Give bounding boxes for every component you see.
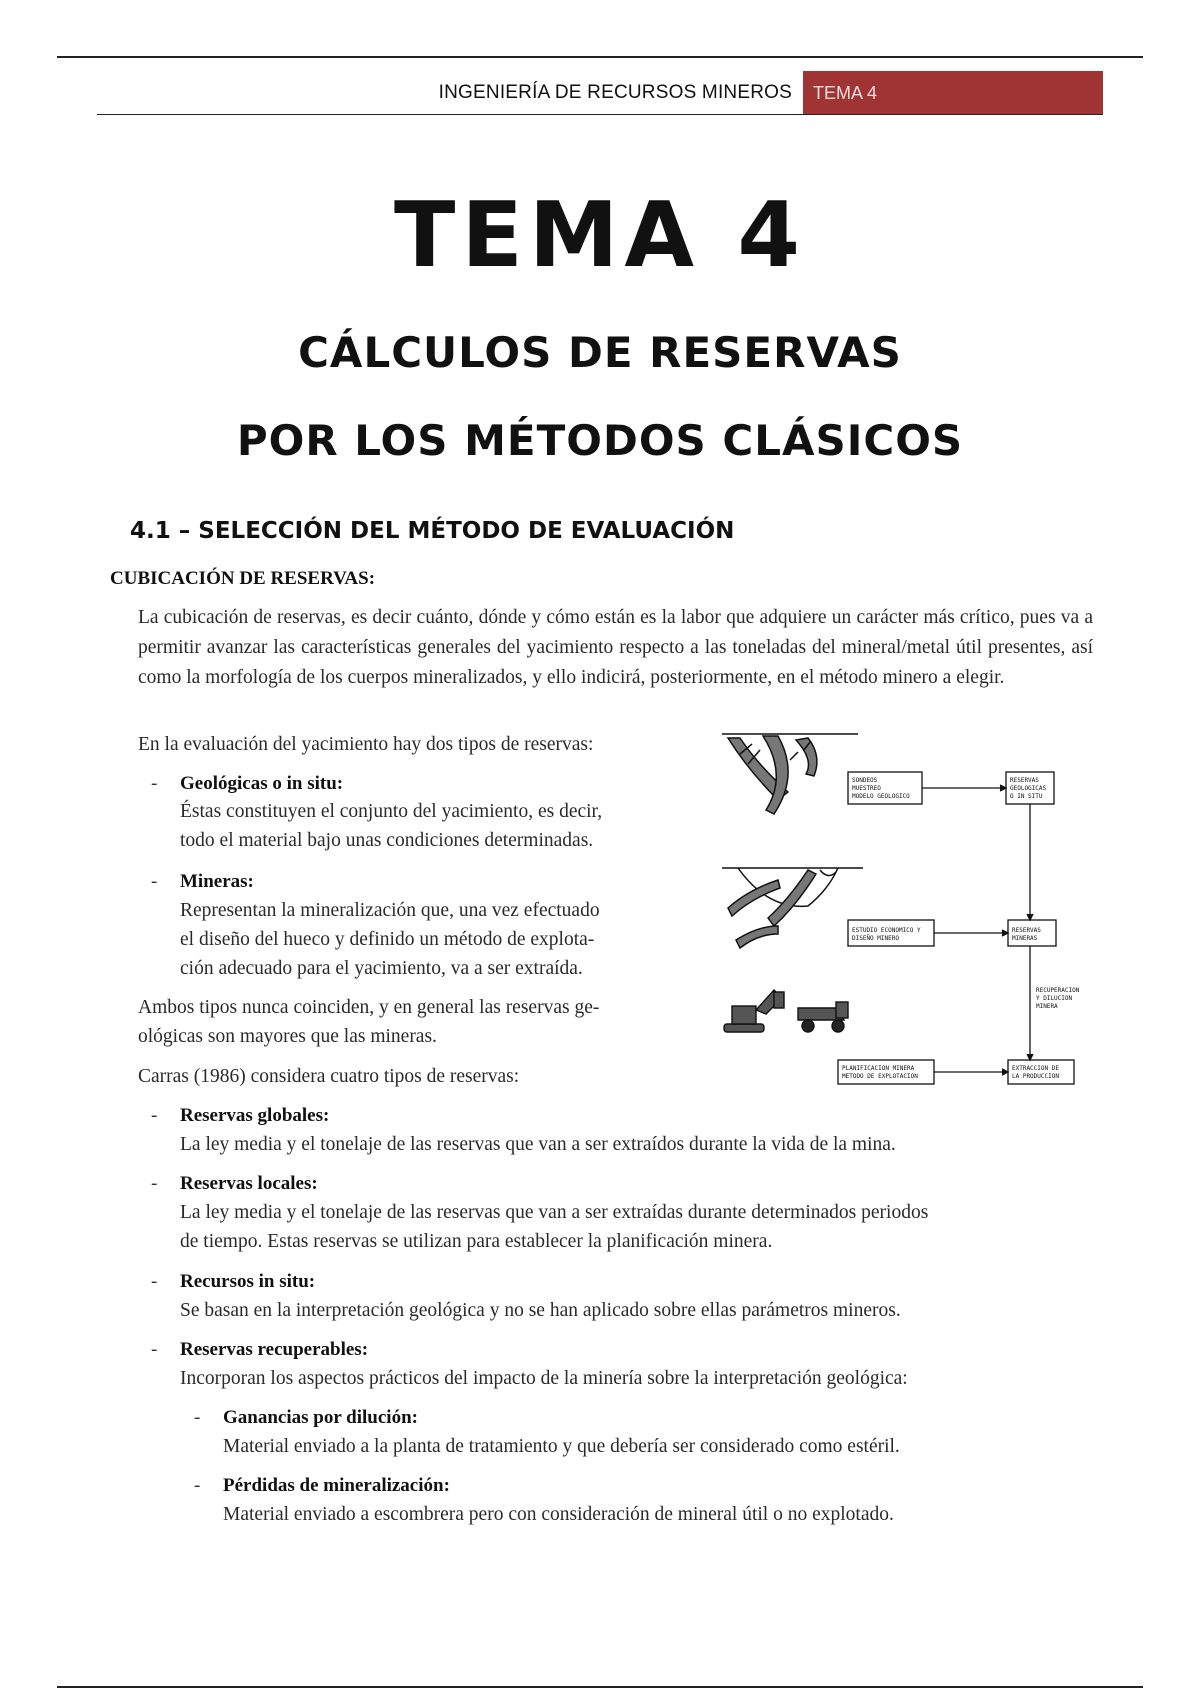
type-line: el diseño del hueco y definido un método de explota- <box>180 929 595 950</box>
geology-sketch-icon <box>722 734 858 814</box>
box-geologicas-text: O IN SITU <box>1010 793 1043 800</box>
carras-line: Incorporan los aspectos prácticos del impacto de la minería sobre la interpretación geológica: <box>180 1368 908 1389</box>
both-line: Ambos tipos nunca coinciden, y en general las reservas ge- <box>138 997 600 1018</box>
top-rule <box>57 56 1143 58</box>
carras-line: de tiempo. Estas reservas se utilizan para establecer la planificación minera. <box>180 1231 773 1252</box>
box-geologicas-text: GEOLOGICAS <box>1010 785 1047 792</box>
side-label-text: MINERA <box>1036 1003 1058 1010</box>
dump-truck-icon <box>798 1002 848 1032</box>
box-sondeos-text: MODELO GEOLOGICO <box>852 793 910 800</box>
header-badge: TEMA 4 <box>803 71 1103 115</box>
subitem-title-perdidas: Pérdidas de mineralización: <box>223 1475 450 1496</box>
bullet-dash: - <box>151 1173 158 1194</box>
type-line: Éstas constituyen el conjunto del yacimiento, es decir, <box>180 801 603 822</box>
types-intro: En la evaluación del yacimiento hay dos tipos de reservas: <box>138 734 594 755</box>
box-mineras-text: MINERAS <box>1012 935 1038 942</box>
bullet-dash: - <box>151 1339 158 1360</box>
carras-line: Se basan en la interpretación geológica y no se han aplicado sobre ellas parámetros mineros. <box>180 1300 901 1321</box>
bullet-dash: - <box>194 1475 201 1496</box>
both-line: ológicas son mayores que las mineras. <box>138 1026 437 1047</box>
bullet-dash: - <box>151 1105 158 1126</box>
section-heading: 4.1 – SELECCIÓN DEL MÉTODO DE EVALUACIÓN <box>130 518 735 544</box>
type-title-mineras: Mineras: <box>180 871 254 892</box>
subitem-line: Material enviado a la planta de tratamiento y que debería ser considerado como estéril. <box>223 1436 900 1457</box>
carras-intro: Carras (1986) considera cuatro tipos de reservas: <box>138 1066 520 1087</box>
chapter-subtitle-line2: POR LOS MÉTODOS CLÁSICOS <box>236 416 964 465</box>
bullet-dash: - <box>194 1407 201 1428</box>
subitem-line: Material enviado a escombrera pero con consideración de mineral útil o no explotado. <box>223 1504 894 1525</box>
reserves-flow-diagram <box>718 730 1088 1090</box>
bullet-dash: - <box>151 871 158 892</box>
chapter-title: TEMA 4 <box>393 183 807 288</box>
box-extraccion-text: EXTRACCION DE <box>1012 1065 1059 1072</box>
subitem-title-ganancias: Ganancias por dilución: <box>223 1407 418 1428</box>
carras-title-recursos: Recursos in situ: <box>180 1271 316 1292</box>
box-extraccion <box>1008 1060 1074 1084</box>
type-title-geologicas: Geológicas o in situ: <box>180 773 344 794</box>
bullet-dash: - <box>151 773 158 794</box>
box-sondeos-text: SONDEOS <box>852 777 878 784</box>
type-line: ción adecuado para el yacimiento, va a ser extraída. <box>180 958 583 979</box>
side-label-text: RECUPERACION <box>1036 987 1080 994</box>
box-sondeos-text: MUESTREO <box>852 785 881 792</box>
type-line: todo el material bajo unas condiciones determinadas. <box>180 830 594 851</box>
box-planificacion-text: PLANIFICACION MINERA <box>842 1065 915 1072</box>
excavator-icon <box>724 990 784 1032</box>
carras-title-locales: Reservas locales: <box>180 1173 318 1194</box>
carras-title-globales: Reservas globales: <box>180 1105 330 1126</box>
type-line: Representan la mineralización que, una vez efectuado <box>180 900 600 921</box>
box-estudio-text: DISEÑO MINERO <box>852 935 899 942</box>
carras-title-recuperables: Reservas recuperables: <box>180 1339 369 1360</box>
bullet-dash: - <box>151 1271 158 1292</box>
side-label-text: Y DILUCION <box>1036 995 1073 1002</box>
subheading: CUBICACIÓN DE RESERVAS: <box>110 568 376 589</box>
carras-line: La ley media y el tonelaje de las reservas que van a ser extraídas durante determinados periodos <box>180 1202 929 1223</box>
box-estudio-text: ESTUDIO ECONOMICO Y <box>852 927 921 934</box>
bottom-rule <box>57 1686 1143 1688</box>
box-planificacion <box>838 1060 934 1084</box>
box-geologicas-text: RESERVAS <box>1010 777 1039 784</box>
carras-line: La ley media y el tonelaje de las reservas que van a ser extraídos durante la vida de la mina. <box>180 1134 896 1155</box>
box-planificacion-text: METODO DE EXPLOTACION <box>842 1073 918 1080</box>
box-mineras-text: RESERVAS <box>1012 927 1041 934</box>
chapter-subtitle-line1: CÁLCULOS DE RESERVAS <box>298 328 902 377</box>
header-rule <box>97 114 1103 115</box>
header-title: INGENIERÍA DE RECURSOS MINEROS <box>438 82 792 103</box>
mine-pit-sketch-icon <box>722 868 863 948</box>
intro-paragraph: La cubicación de reservas, es decir cuánto, dónde y cómo están es la labor que adquiere un carácter más crítico, pues va a permitir avanzar las características generales del yacimiento respecto a las toneladas del mineral/metal útil presentes, así como la morfología de los cuerpos mineralizados, y ello indicirá, posteriormente, en el método minero a elegir. <box>138 607 1093 688</box>
box-extraccion-text: LA PRODUCCION <box>1012 1073 1059 1080</box>
